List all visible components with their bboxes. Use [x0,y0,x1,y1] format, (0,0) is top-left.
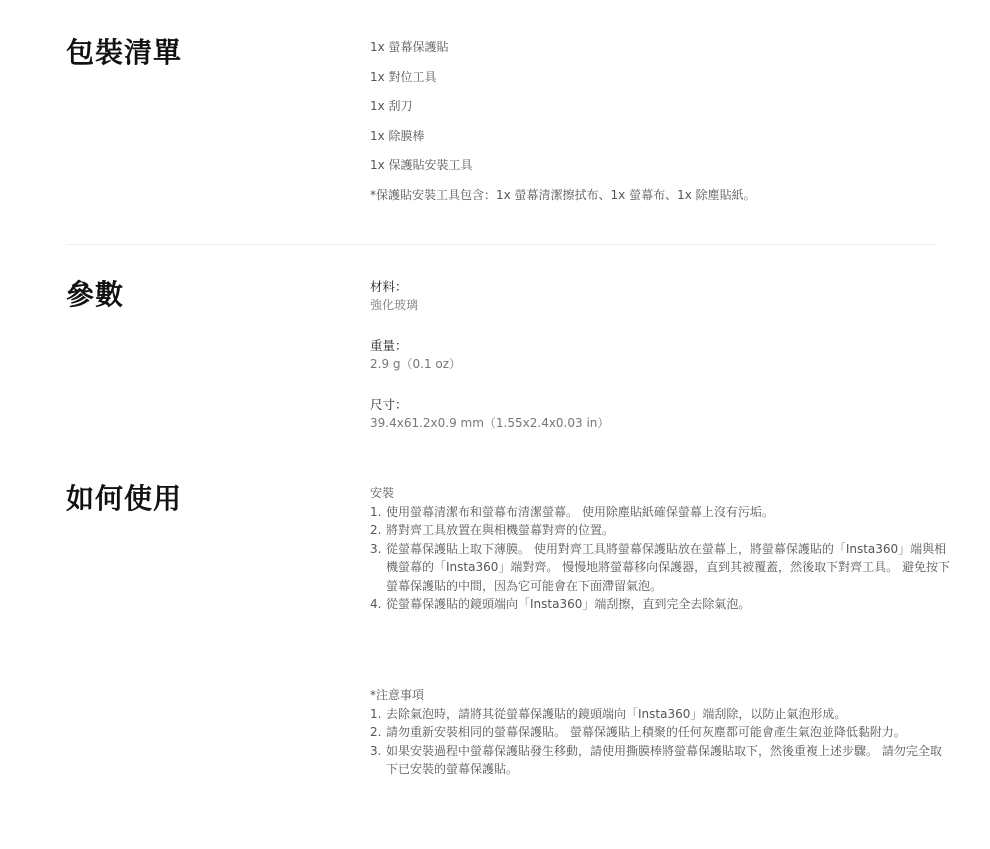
spec-weight [370,336,950,374]
install-step [370,540,950,596]
spec-size-label: 尺寸： [370,397,408,412]
packing-note: *保護貼安裝工具包含：1x 螢幕清潔擦拭布、1x 螢幕布、1x 除塵貼紙。 [370,187,756,202]
packing-list-title: 包裝清單 [66,36,183,69]
note-number: 3. [370,743,382,758]
note-text: 去除氣泡時，請將其從螢幕保護貼的鏡頭端向「Insta360」端刮除，以防止氣泡形成。 [386,706,847,721]
note-item [370,723,950,742]
step-text: 從螢幕保護貼的鏡頭端向「Insta360」端刮擦，直到完全去除氣泡。 [386,597,751,611]
install-step [370,503,950,522]
packing-item: 1x 除膜棒 [370,128,425,143]
spec-weight-label: 重量： [370,338,408,353]
note-item [370,705,950,724]
install-instructions [370,484,950,614]
packing-item: 1x 保護貼安裝工具 [370,158,473,172]
note-number: 1. [370,706,382,721]
step-number: 2. [370,523,382,537]
step-text: 將對齊工具放置在與相機螢幕對齊的位置。 [386,523,615,537]
packing-item: 1x 對位工具 [370,69,437,84]
install-step [370,595,950,614]
note-item [370,742,950,779]
spec-weight-value: 2.9 g（0.1 oz） [370,357,462,371]
spec-material-value: 強化玻璃 [370,298,419,312]
step-number: 4. [370,597,382,611]
install-step [370,521,950,540]
spec-material [370,277,950,315]
usage-notes [370,686,950,779]
note-text: 請勿重新安裝相同的螢幕保護貼。 螢幕保護貼上積聚的任何灰塵都可能會產生氣泡並降低黏附力。 [386,725,906,739]
notes-list [370,705,950,779]
install-heading: 安裝 [370,486,395,500]
spec-size-value: 39.4x61.2x0.9 mm（1.55x2.4x0.03 in） [370,416,610,430]
install-steps [370,503,950,614]
step-number: 3. [370,541,382,556]
spec-size [370,395,950,433]
spec-material-label: 材料： [370,279,408,294]
specs-title: 參數 [66,278,125,311]
notes-heading: *注意事項 [370,688,425,702]
note-number: 2. [370,725,382,739]
specs-list [370,277,950,454]
usage-title: 如何使用 [66,482,183,515]
step-number: 1. [370,504,382,519]
step-text: 使用螢幕清潔布和螢幕布清潔螢幕。 使用除塵貼紙確保螢幕上沒有污垢。 [386,504,774,519]
packing-list [370,33,950,210]
note-text: 如果安裝過程中螢幕保護貼發生移動，請使用撕膜棒將螢幕保護貼取下，然後重複上述步驟。 請勿完全取下已安裝的螢幕保護貼。 [386,743,942,776]
packing-item: 1x 刮刀 [370,99,413,113]
packing-item: 1x 螢幕保護貼 [370,40,449,54]
step-text: 從螢幕保護貼上取下薄膜。 使用對齊工具將螢幕保護貼放在螢幕上，將螢幕保護貼的「Insta360」端與相機螢幕的「Insta360」端對齊。 慢慢地將螢幕移向保護器，直到其被覆蓋，然後取下對齊工具。 避免按下螢幕保護貼的中間，因為它可能會在下面滯留氣泡。 [386,541,950,593]
section-divider [66,244,936,245]
